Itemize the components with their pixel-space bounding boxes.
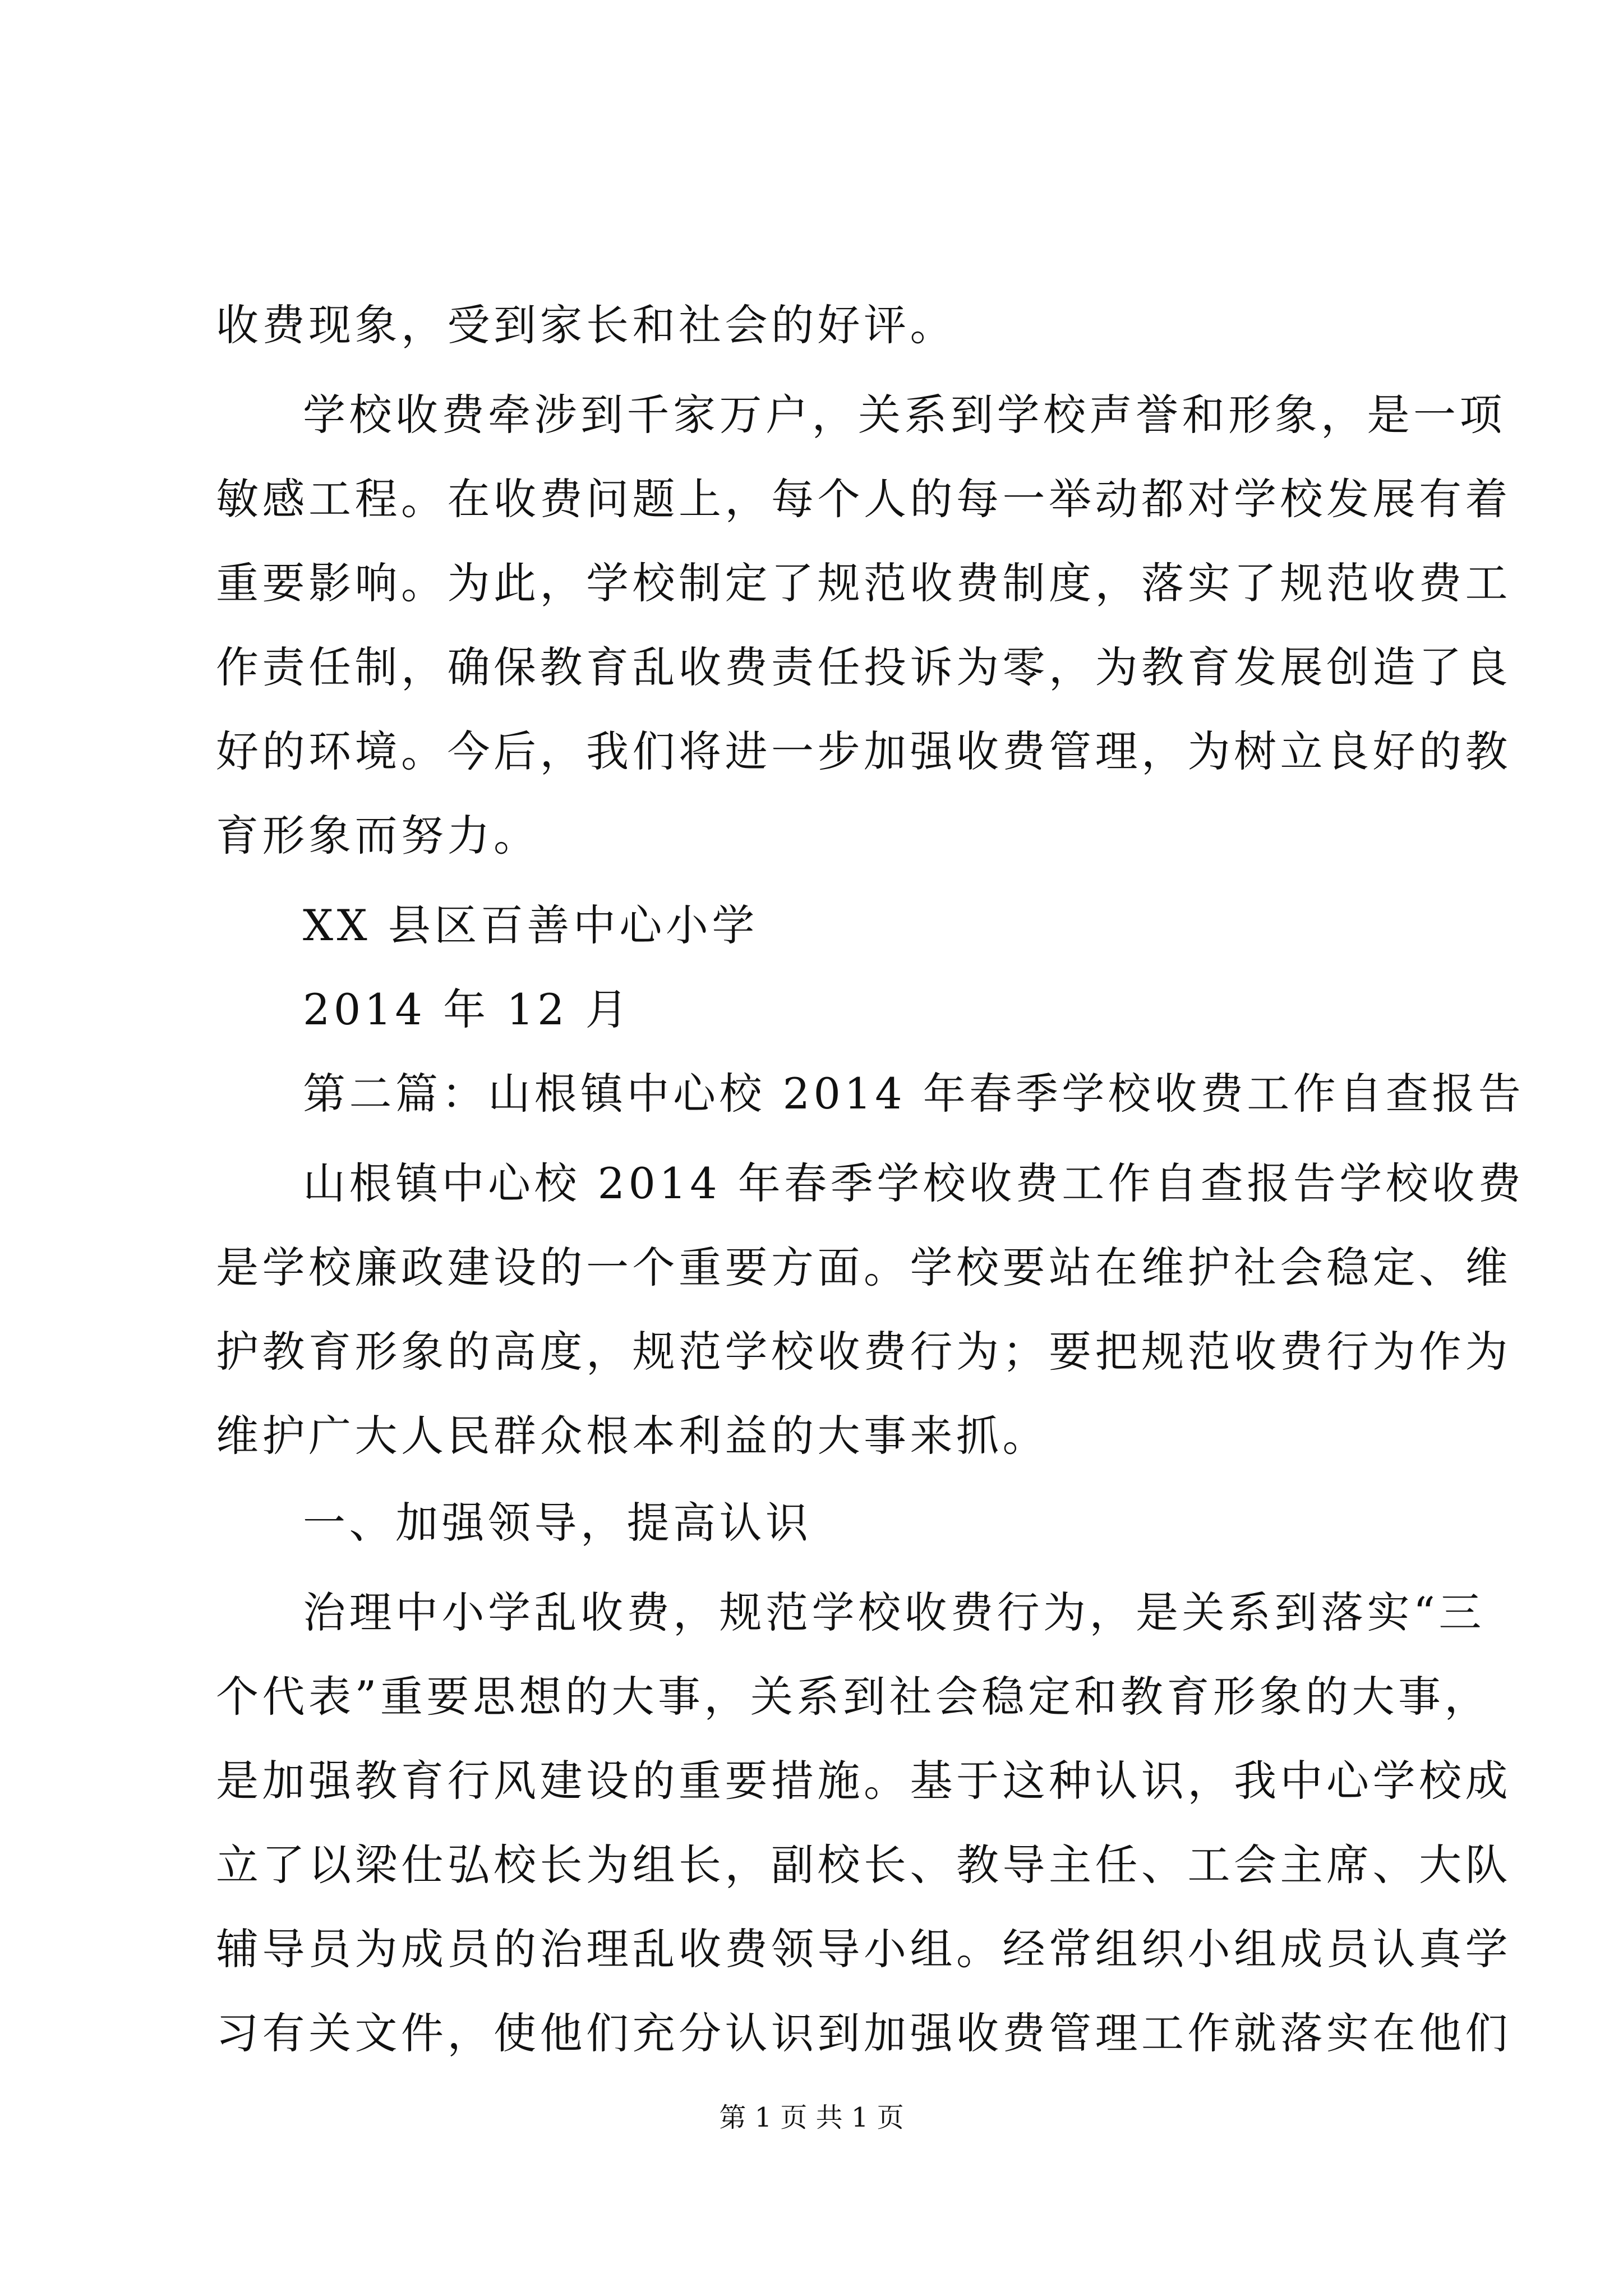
- text-line: 收费现象，受到家长和社会的好评。: [216, 300, 956, 350]
- text-line: 敏感工程。在收费问题上，每个人的每一举动都对学校发展有着: [216, 474, 1511, 524]
- text-line: 重要影响。为此，学校制定了规范收费制度，落实了规范收费工: [216, 558, 1511, 608]
- text-line: 山根镇中心校 2014 年春季学校收费工作自查报告学校收费: [303, 1158, 1525, 1208]
- text-line: 治理中小学乱收费，规范学校收费行为，是关系到落实“三: [303, 1588, 1485, 1637]
- text-line: 学校收费牵涉到千家万户，关系到学校声誉和形象，是一项: [303, 390, 1506, 440]
- text-line: 作责任制，确保教育乱收费责任投诉为零，为教育发展创造了良: [216, 642, 1511, 692]
- text-line: 育形象而努力。: [216, 811, 540, 861]
- signature-date: 2014 年 12 月: [303, 984, 632, 1034]
- section-title: 第二篇：山根镇中心校 2014 年春季学校收费工作自查报告: [303, 1069, 1525, 1119]
- text-line: 好的环境。今后，我们将进一步加强收费管理，为树立良好的教: [216, 726, 1511, 776]
- text-line: 是加强教育行风建设的重要措施。基于这种认识，我中心学校成: [216, 1756, 1511, 1806]
- text-line: 护教育形象的高度，规范学校收费行为；要把规范收费行为作为: [216, 1327, 1511, 1377]
- text-line: 个代表”重要思想的大事，关系到社会稳定和教育形象的大事，: [216, 1672, 1491, 1722]
- page-footer: 第 1 页 共 1 页: [719, 2102, 904, 2133]
- signature-organization: XX 县区百善中心小学: [303, 900, 758, 950]
- text-line: 是学校廉政建设的一个重要方面。学校要站在维护社会稳定、维: [216, 1243, 1511, 1292]
- text-line: 维护广大人民群众根本利益的大事来抓。: [216, 1411, 1049, 1461]
- subsection-heading: 一、加强领导，提高认识: [303, 1498, 812, 1548]
- text-line: 立了以梁仕弘校长为组长，副校长、教导主任、工会主席、大队: [216, 1840, 1511, 1890]
- text-line: 习有关文件，使他们充分认识到加强收费管理工作就落实在他们: [216, 2008, 1511, 2058]
- text-line: 辅导员为成员的治理乱收费领导小组。经常组织小组成员认真学: [216, 1924, 1511, 1974]
